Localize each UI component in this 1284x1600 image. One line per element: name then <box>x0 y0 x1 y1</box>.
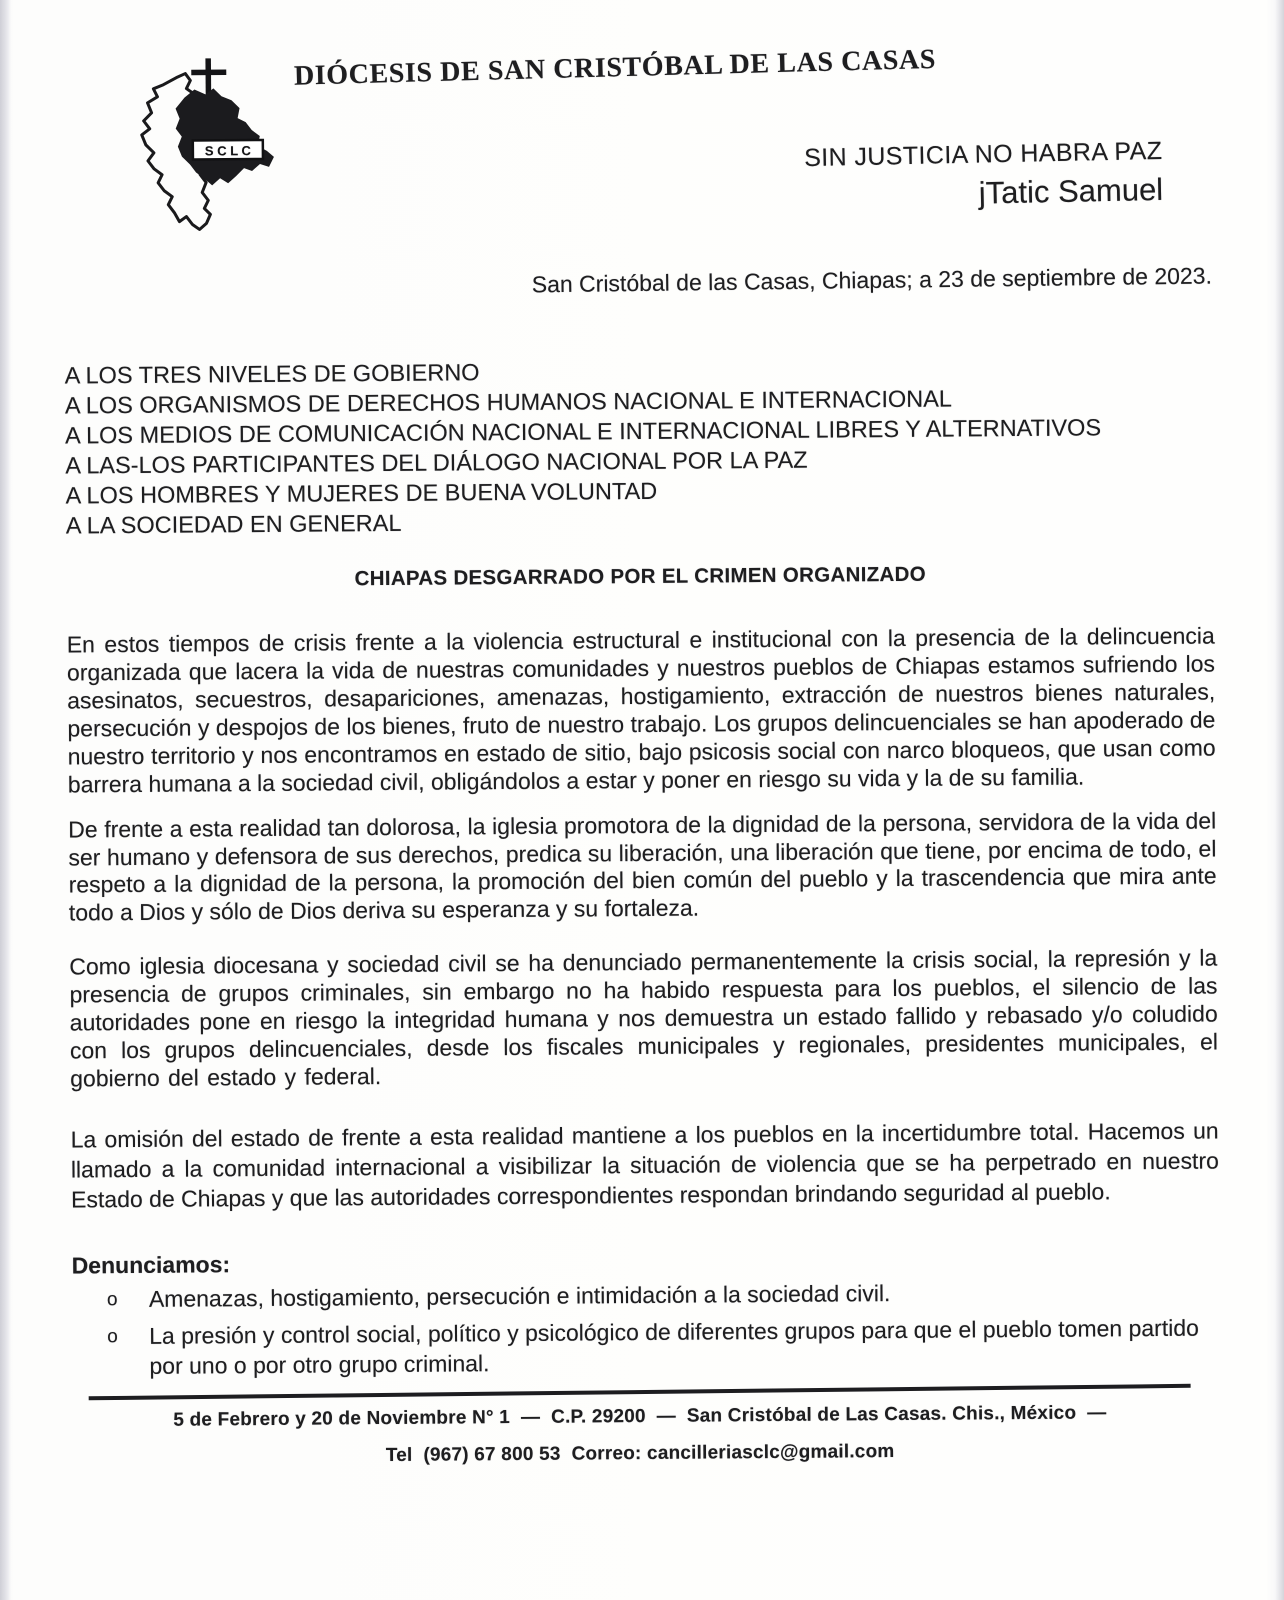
recipient-line: A LAS-LOS PARTICIPANTES DEL DIÁLOGO NACIONAL POR LA PAZ <box>65 446 808 479</box>
paragraph-denuncia-estado: Como iglesia diocesana y sociedad civil se ha denunciado permanentemente la crisis social, la represión y la presencia de grupos criminales, sin embargo no ha habido respuesta para los pueblos, el silencio de las autoridades pone en riesgo la integridad humana y nos demuestra un estado fallido y rebasado y/o coludido con los grupos delincuenciales, desde los fiscales municipales y regionales, presidentes municipales, el gobierno del estado y federal. <box>69 944 1219 1092</box>
footer-contact: Tel (967) 67 800 53 Correo: cancilleriasclc@gmail.com <box>385 1441 895 1467</box>
bullet-circle-icon: o <box>107 1326 118 1348</box>
list-item <box>107 1312 1220 1381</box>
scan-edge-right <box>1275 0 1284 1600</box>
recipient-line: A LOS TRES NIVELES DE GOBIERNO <box>64 359 480 389</box>
bullet-circle-icon: o <box>106 1289 118 1311</box>
list-item-text: La presión y control social, político y psicológico de diferentes grupos para que el pueblo tomen partido por uno o por otro grupo criminal. <box>149 1314 1199 1379</box>
document-title: CHIAPAS DESGARRADO POR EL CRIMEN ORGANIZADO <box>354 562 927 591</box>
dateline: San Cristóbal de las Casas, Chiapas; a 23 de septiembre de 2023. <box>531 262 1213 298</box>
recipient-line: A LOS HOMBRES Y MUJERES DE BUENA VOLUNTAD <box>65 477 658 509</box>
recipient-line: A LOS ORGANISMOS DE DERECHOS HUMANOS NACIONAL E INTERNACIONAL <box>64 385 953 419</box>
footer-address: 5 de Febrero y 20 de Noviembre N° 1 — C.P. 29200 — San Cristóbal de Las Casas. Chis., México — <box>173 1402 1107 1431</box>
list-item-text: Amenazas, hostigamiento, persecución e intimidación a la sociedad civil. <box>148 1280 891 1312</box>
scan-edge-left <box>0 0 11 1600</box>
motto: SIN JUSTICIA NO HABRA PAZ <box>803 136 1163 173</box>
recipient-line: A LA SOCIEDAD EN GENERAL <box>65 509 402 539</box>
recipient-line: A LOS MEDIOS DE COMUNICACIÓN NACIONAL E INTERNACIONAL LIBRES Y ALTERNATIVOS <box>65 414 1102 449</box>
denounce-list <box>107 1275 1221 1387</box>
paragraph-iglesia: De frente a esta realidad tan dolorosa, la iglesia promotora de la dignidad de la persona, servidora de la vida del ser humano y defensora de sus derechos, predica su liberación, una liberación que tiene, por encima de todo, el respeto a la dignidad de la persona, la promoción del bien común del pueblo y la trascendencia que mira ante todo a Dios y sólo de Dios deriva su esperanza y su fortaleza. <box>68 807 1217 926</box>
list-item <box>107 1275 1220 1315</box>
motto-block <box>804 134 1164 219</box>
chiapas-map-cross-icon <box>132 55 293 236</box>
paragraph-llamado: La omisión del estado de frente a esta realidad mantiene a los pueblos en la incertidumbre total. Hacemos un llamado a la comunidad internacional a visibilizar la situación de violencia que se ha perpetrado en nuestro Estado de Chiapas y que las autoridades correspondientes respondan brindando seguridad al pueblo. <box>70 1117 1219 1213</box>
denounce-heading: Denunciamos: <box>71 1251 231 1279</box>
logo-text: S C L C <box>204 143 251 159</box>
footer <box>69 1394 1212 1477</box>
motto-attribution: jTatic Samuel <box>978 171 1164 211</box>
recipients-list <box>65 351 1236 540</box>
paragraph-crisis: En estos tiempos de crisis frente a la violencia estructural e institucional con la presencia de la delincuencia organizada que lacera la vida de nuestras comunidades y nuestros pueblos de Chiapas estamos sufriendo los asesinatos, secuestros, desapariciones, amenazas, hostigamiento, extracción de nuestros bienes naturales, persecución y despojos de los bienes, fruto de nuestro trabajo. Los grupos delincuenciales se han apoderado de nuestro territorio y nos encontramos en estado de sitio, bajo psicosis social con narco bloqueos, que usan como barrera humana a la sociedad civil, obligándolos a estar y poner en riesgo su vida y la de su familia. <box>66 622 1216 798</box>
org-name: DIÓCESIS DE SAN CRISTÓBAL DE LAS CASAS <box>293 43 937 92</box>
diocese-logo <box>132 55 293 236</box>
